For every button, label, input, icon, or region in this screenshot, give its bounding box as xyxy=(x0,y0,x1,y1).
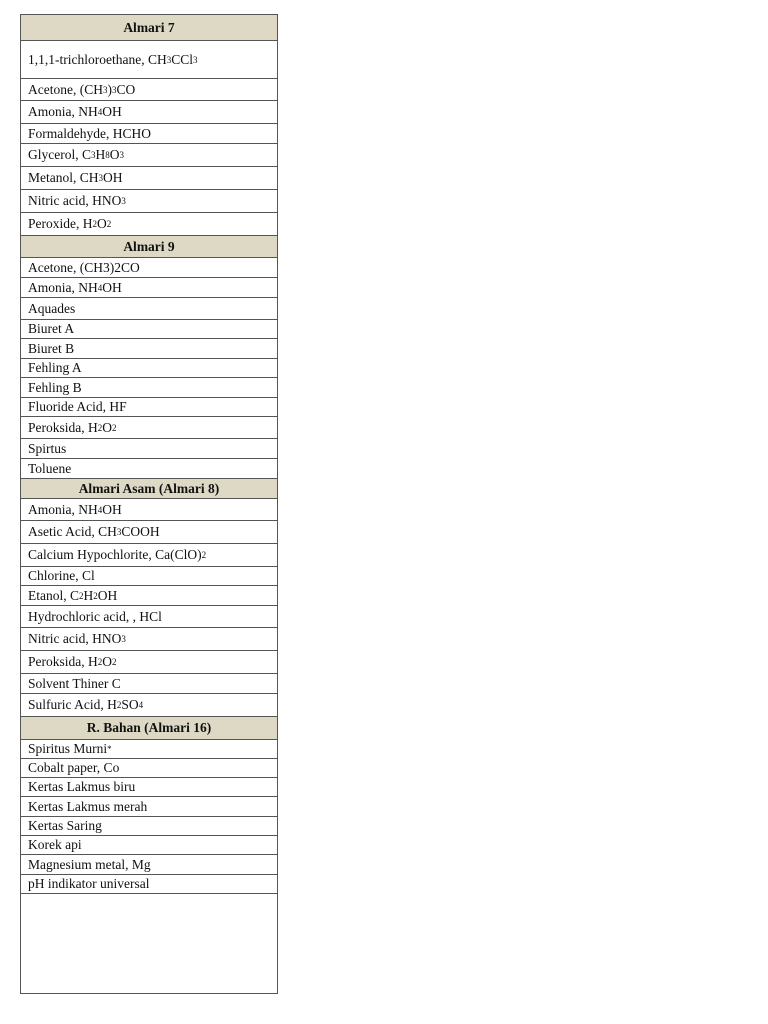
table-row: Calcium Hypochlorite, Ca(ClO) 2 xyxy=(21,544,277,567)
table-row: Biuret A xyxy=(21,320,277,339)
table-row: Fehling B xyxy=(21,378,277,398)
section-header: Almari Asam (Almari 8) xyxy=(21,479,277,499)
table-row: Sulfuric Acid, H 2 SO 4 xyxy=(21,694,277,717)
table-row: Asetic Acid, CH 3 COOH xyxy=(21,521,277,544)
table-row: Acetone, (CH 3 ) 3 CO xyxy=(21,79,277,101)
table-row: Kertas Lakmus merah xyxy=(21,797,277,817)
table-row: Magnesium metal, Mg xyxy=(21,855,277,875)
table-row: Peroksida, H 2 O 2 xyxy=(21,417,277,439)
table-row: Glycerol, C 3 H 8 O 3 xyxy=(21,144,277,167)
table-row: Spiritus Murni * xyxy=(21,740,277,759)
table-row: Peroksida, H 2 O 2 xyxy=(21,651,277,674)
table-row: Biuret B xyxy=(21,339,277,359)
section-header: R. Bahan (Almari 16) xyxy=(21,717,277,740)
table-row: Formaldehyde, HCHO xyxy=(21,124,277,144)
table-row: Amonia, NH 4 OH xyxy=(21,499,277,521)
table-row: Fluoride Acid, HF xyxy=(21,398,277,417)
table-row: Hydrochloric acid, , HCl xyxy=(21,606,277,628)
table-row: Aquades xyxy=(21,298,277,320)
table-row: Nitric acid, HNO 3 xyxy=(21,190,277,213)
table-row: Acetone, (CH3)2CO xyxy=(21,258,277,278)
table-row: Korek api xyxy=(21,836,277,855)
table-row: Etanol, C 2 H 2 OH xyxy=(21,586,277,606)
table-row: Kertas Lakmus biru xyxy=(21,778,277,797)
table-row: Fehling A xyxy=(21,359,277,378)
table-row: Toluene xyxy=(21,459,277,479)
table-row: Spirtus xyxy=(21,439,277,459)
table-row: 1,1,1-trichloroethane, CH 3 CCl 3 xyxy=(21,41,277,79)
section-header: Almari 9 xyxy=(21,236,277,258)
table-row: Amonia, NH 4 OH xyxy=(21,101,277,124)
table-row: Metanol, CH 3 OH xyxy=(21,167,277,190)
table-row: Chlorine, Cl xyxy=(21,567,277,586)
table-row: Solvent Thiner C xyxy=(21,674,277,694)
table-row: pH indikator universal xyxy=(21,875,277,894)
section-header: Almari 7 xyxy=(21,15,277,41)
table-row: Cobalt paper, Co xyxy=(21,759,277,778)
chemical-inventory-table xyxy=(20,14,278,994)
table-row: Kertas Saring xyxy=(21,817,277,836)
table-row: Peroxide, H 2 O 2 xyxy=(21,213,277,236)
table-row: Nitric acid, HNO 3 xyxy=(21,628,277,651)
table-row: Amonia, NH 4 OH xyxy=(21,278,277,298)
